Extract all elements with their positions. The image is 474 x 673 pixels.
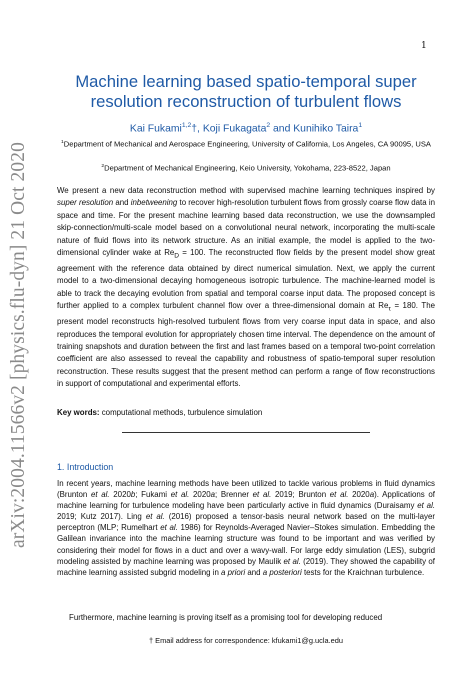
body-emphasis: et al. (90, 490, 110, 500)
section-divider (122, 432, 370, 433)
body-emphasis: b (130, 490, 136, 500)
body-text: 2020 (348, 490, 370, 500)
body-text: (2019). They showed the capability of machine learning assisted subgrid modeling in (57, 556, 435, 577)
body-emphasis: et al. (329, 490, 349, 500)
body-emphasis: et al. (252, 490, 272, 500)
intro-paragraph (57, 478, 435, 578)
abstract (57, 185, 435, 391)
body-text: and (245, 567, 263, 577)
abstract-subscript: τ (388, 305, 391, 313)
abstract-text: to recover high-resolution turbulent flows from grossly coarse flow data in space and time. For the present machine learning based data reconstruction, we use the downsampled skip-connection/multi-scale model based on a convolutional neural network, incorporating the multi-scale nature of fluid flows into its network structure. As an initial example, the model is applied to the two-dimensional cylinder wake at Re (57, 198, 435, 258)
footnote: † Email address for correspondence: kfukami1@g.ucla.edu (148, 636, 343, 645)
body-emphasis: a priori (221, 567, 246, 577)
author-name: Koji Fukagata (202, 123, 267, 135)
body-emphasis: et al. (170, 490, 190, 500)
body-emphasis: a (210, 490, 215, 500)
body-emphasis: a (369, 490, 375, 500)
author-name: Kunihiko Taira (293, 123, 359, 135)
body-text: In recent years, machine learning methods have been utilized to tackle various problems in fluid dynamics (Brunton (57, 479, 435, 500)
body-emphasis: a posteriori (262, 567, 302, 577)
body-text: (2016) proposed a tensor-basis neural network based on the multi-layer perceptron (MLP; Rumelhart (57, 512, 436, 533)
body-text: ; Brenner (215, 490, 253, 500)
body-emphasis: et al. (160, 523, 178, 533)
affiliation-2 (40, 162, 452, 174)
affiliation-text: Department of Mechanical Engineering, Keio University, Yokohama, 223-8522, Japan (104, 163, 391, 173)
author-separator: and (270, 123, 294, 135)
body-text: 2020 (189, 490, 211, 500)
author-affiliation-mark: 1 (358, 122, 363, 129)
affiliation-mark: 2 (101, 164, 105, 169)
abstract-subscript: D (174, 252, 180, 260)
body-text: 2019; Brunton (271, 490, 330, 500)
body-emphasis: et al. (283, 556, 301, 566)
body-emphasis: et al. (417, 501, 436, 511)
intro-paragraph-2: Furthermore, machine learning is proving itself as a promising tool for developing reduced (69, 613, 383, 622)
body-text: 1986) for Reynolds-Averaged Navier–Stokes simulation. Embedding the Galilean invariance into the machine learning structure was found to be important and was verified by considering their model for flows in a duct and over a wavy-wall. For large eddy simulation (LES), subgrid modeling assisted by machine learning was proposed by Maulik (57, 523, 435, 566)
keywords-label: Key words: (57, 408, 100, 417)
author-name: Kai Fukami (129, 123, 182, 135)
page-number: 1 (421, 41, 427, 51)
abstract-text: and (113, 198, 131, 208)
author-affiliation-mark: 1,2 (181, 122, 192, 129)
body-text: 2019; Kutz 2017). Ling (57, 512, 146, 522)
affiliation-text: Department of Mechanical and Aerospace Engineering, University of California, Los Angeles, CA 90095, USA (63, 139, 431, 149)
abstract-text: We present a new data reconstruction method with supervised machine learning techniques inspired by (57, 186, 435, 195)
paper-title: Machine learning based spatio-temporal super resolution reconstruction of turbulent flows (75, 72, 417, 111)
corresponding-mark: † (191, 123, 198, 135)
abstract-emphasis: super resolution (57, 198, 114, 208)
section-heading: 1. Introduction (57, 462, 114, 472)
keywords (57, 408, 435, 417)
arxiv-identifier: arXiv:2004.11566v2 [physics.flu-dyn] 21 Oct 2020 (8, 142, 29, 548)
author-list (40, 122, 452, 134)
keywords-text: computational methods, turbulence simulation (99, 408, 263, 417)
abstract-text: = 100. The reconstructed flow fields by the present model show great agreement with the reference data obtained by direct numerical simulation. Next, we apply the current model to a two-dimensional decaying homogeneous isotropic turbulence. The machine-learned model is able to track the decaying evolution from spatial and temporal coarse input data. The proposed concept is further applied to a complex turbulent channel flow over a three-dimensional domain at Re (57, 248, 435, 311)
body-text: ). Applications of machine learning for turbulence modeling have been particularly active in fluid dynamics (Duraisamy (57, 490, 435, 511)
body-text: tests for the Kraichnan turbulence. (301, 567, 425, 577)
abstract-text: = 180. The present model reconstructs high-resolved turbulent flows from very coarse input data in space, and also reproduces the temporal evolution for appropriately chosen time interval. The dependence on the amount of training snapshots and duration between the first and last frames based on a temporal two-point correlation coefficient are also assessed to reveal the capability and robustness of spatio-temporal super resolution reconstruction. These results suggest that the present method can perform a range of flow reconstructions in support of computational and experimental efforts. (57, 301, 435, 389)
author-affiliation-mark: 2 (266, 122, 271, 129)
body-text: 2020 (109, 490, 131, 500)
body-emphasis: et al. (145, 512, 165, 522)
author-separator: , (197, 123, 203, 135)
abstract-emphasis: inbetweening (130, 198, 178, 208)
body-text: ; Fukami (135, 490, 171, 500)
affiliation-mark: 1 (61, 140, 64, 145)
affiliation-1 (40, 138, 452, 150)
